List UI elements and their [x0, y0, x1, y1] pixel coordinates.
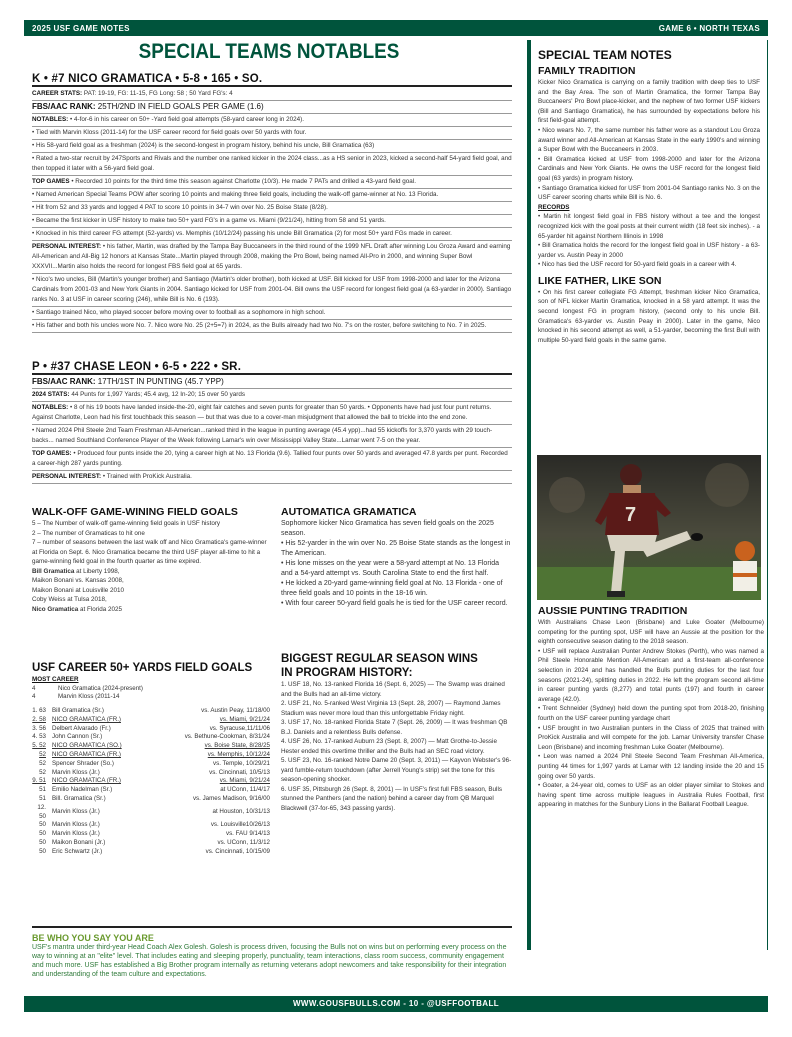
fg-game: vs. Syracuse,11/11/06	[209, 724, 270, 732]
walkoff-kick: Maikon Bonani vs. Kansas 2008,	[32, 577, 124, 584]
walkoff-line: 7 – number of seasons between the last walk off and Nico Gramatica's game-winner at Florida on Sept. 6. Nico Gramatica became the third USF player all-time to hit a game-winning field goal in the fourth quarter as time expired.	[32, 539, 267, 565]
win-item: 1. USF 18, No. 13-ranked Florida 16 (Sept. 6, 2025) — The Swamp was drained and the Bulls had an all-time victory.	[281, 681, 505, 698]
career50-row	[32, 848, 270, 857]
career50-row	[32, 769, 270, 778]
punter-profile	[32, 362, 512, 484]
fg-game: vs. Cincinnati, 10/5/13	[209, 768, 270, 776]
fg-yards: 52	[39, 768, 46, 776]
fg-game: vs. Miami, 9/21/24	[219, 715, 270, 723]
record-item: • Martin hit longest field goal in FBS history without a tee and the longest recognized kick with the goal posts at their current width (18 feet six inches). - a 65-yarder hit against Northern Illinois in 1998	[538, 213, 760, 240]
win-item: 5. USF 23, No. 16-ranked Notre Dame 20 (Sept. 3, 2011) — Kayvon Webster's 96-yard fumble-return touchdown (after Jerrell Young's strip) set the tone for this season-opening shocker.	[281, 757, 512, 783]
footer-banner: WWW.GOUSFBULLS.COM - 10 - @USFFOOTBALL	[24, 996, 768, 1012]
kicker-personal-item: • Nico's two uncles, Bill (Martin's younger brother) and Santiago (Martin's older brother), both kicked at USF. Bill kicked for USF from 1998-2000 and later for the Arizona Cardinals from 2001-03 and New York Giants in 2004. Santiago kicked for USF from 2001-04. Bill owns the USF record for longest field goal (a 63-yarder in 2000). Santiago ranks No. 3 at USF in career scoring (246), while Bill is No. 6 (193).	[32, 274, 512, 307]
career50-row	[32, 751, 270, 760]
fg-game: vs. Louisville10/26/13	[210, 821, 270, 829]
aussie-para: • Trent Schneider (Sydney) held down the punting spot from 2018-20, finishing fourth on the USF career punting yardage chart	[538, 705, 764, 722]
career50-row	[32, 830, 270, 839]
family-para: • Bill Gramatica kicked at USF from 1998-2000 and later for the Arizona Cardinals and New York Giants. He owns the USF record for the longest field goal (63 yards) in program history.	[538, 155, 760, 182]
fg-yards: 12. 50	[37, 803, 46, 820]
most-career-count: 4	[32, 684, 36, 692]
career50-table	[32, 707, 270, 857]
kicker-top-game: • Became the first kicker in USF history to make two 50+ yard FG's in a game vs. Miami (9/21/24), hitting from 58 and 51 yards.	[32, 215, 512, 228]
fg-game: vs. Memphis, 10/12/24	[207, 751, 270, 759]
walkoff-kick: Nico Gramatica at Florida 2025	[32, 605, 122, 613]
punter-personal-interest: PERSONAL INTEREST: • Trained with ProKick Australia.	[32, 471, 512, 484]
automatica-title: AUTOMATICA GRAMATICA	[281, 506, 417, 518]
fg-player: Marvin Kloss (Jr.)	[52, 808, 100, 816]
notes-title: SPECIAL TEAM NOTES	[538, 48, 672, 62]
fg-game: at Houston, 10/31/13	[212, 808, 270, 816]
fg-game: vs. Bethune-Cookman, 8/31/24	[184, 733, 270, 741]
records-label: RECORDS	[538, 203, 570, 211]
fg-player: Marvin Kloss (Jr.)	[52, 768, 100, 776]
fg-game: at UConn, 11/4/17	[220, 786, 270, 794]
punter-notables: NOTABLES: • 8 of his 19 boots have landed inside-the-20, eight fair catches and seven punts for greater than 50 yards. • Opponents have had just four punt returns. Against Charlotte, Leon had his first touchback this season — but that was due to a cover-man misjudgment that allowed the ball to trickle into the end zone.	[32, 402, 512, 425]
punter-header: P • #37 CHASE LEON • 6-5 • 222 • SR.	[32, 362, 512, 375]
fg-player: Delbert Alvarado (Fr.)	[52, 724, 111, 732]
kicker-header: K • #7 NICO GRAMATICA • 5-8 • 165 • SO.	[32, 74, 512, 87]
automatica-bullet: • He kicked a 20-yard game-winning field goal at No. 13 Florida - one of three field goals and 10 points in the 18-16 win.	[281, 580, 503, 597]
career50-row	[32, 742, 270, 751]
fg-player: Emilio Nadelman (Sr.)	[52, 786, 113, 794]
win-item: 3. USF 17, No. 18-ranked Florida State 7 (Sept. 26, 2009) — It was freshman QB B.J. Daniels and a relentless Bulls defense.	[281, 719, 508, 736]
kicker-personal-item: • Santiago trained Nico, who played soccer before moving over to football as a sophomore in high school.	[32, 307, 512, 320]
fg-game: vs. Austin Peay, 11/18/00	[201, 707, 270, 715]
aussie-para: • USF brought in two Australian punters in the Class of 2025 that trained with ProKick Australia and will compete for the job. Lamar University transfer Chase Leon (Brisbane) and incoming freshman Luke Goater (Melbourne).	[538, 724, 764, 751]
fg-game: vs. UConn, 11/3/12	[217, 839, 270, 847]
kicker-photo	[537, 455, 761, 600]
walkoff-line: 2 – The number of Gramaticas to hit one	[32, 529, 145, 537]
fg-player: Maikon Bonani (Jr.)	[52, 839, 106, 847]
automatica-bullet: • His 52-yarder in the win over No. 25 Boise State stands as the longest in The American.	[281, 540, 511, 557]
fg-yards: 50	[39, 839, 46, 847]
page-title: SPECIAL TEAMS NOTABLES	[138, 40, 400, 63]
biggest-wins-title: BIGGEST REGULAR SEASON WINS	[281, 653, 478, 665]
kicker-profile	[32, 74, 512, 333]
biggest-wins-section	[281, 652, 512, 813]
kicker-notable: • Rated a two-star recruit by 247Sports and Rivals and the number one ranked kicker in the 2024 class...as a HS senior in 2023, kicked a second-half 54-yard field goal, and then topped it later with a 56-yard field goal.	[32, 153, 512, 176]
most-career-row	[32, 685, 270, 694]
fg-yards: 9. 51	[32, 777, 46, 785]
record-item: • Bill Gramatica holds the record for the longest field goal in USF history - a 63-yarder vs. Austin Peay in 2000	[538, 242, 760, 259]
fg-player: NICO GRAMATICA (FR.)	[52, 751, 121, 759]
fg-player: Marvin Kloss (Jr.)	[52, 821, 100, 829]
aussie-para: • Leon was named a 2024 Phil Steele Second Team Freshman All-America, punting 44 times for 1,997 yards at Lamar with 12 landing inside the 20 and 15 going over 50 yards.	[538, 753, 764, 780]
win-item: 4. USF 26, No. 17-ranked Auburn 23 (Sept. 8, 2007) — Matt Grothe-to-Jessie Hester ended this overtime thriller and the Bulls had an SEC road victory.	[281, 738, 497, 755]
career50-row	[32, 839, 270, 848]
biggest-wins-subtitle: IN PROGRAM HISTORY:	[281, 667, 413, 679]
fg-player: Bill Gramatica (Sr.)	[52, 707, 104, 715]
fg-player: NICO GRAMATICA (FR.)	[52, 715, 121, 723]
header-right: GAME 6 • NORTH TEXAS	[658, 23, 760, 33]
fg-yards: 3. 56	[32, 724, 46, 732]
career50-row	[32, 804, 270, 822]
punter-stats: 2024 STATS: 44 Punts for 1,997 Yards; 45.4 avg, 12 In-20; 15 over 50 yards	[32, 389, 512, 402]
walkoff-kick: Maikon Bonani at Louisville 2010	[32, 586, 125, 594]
fg-game: vs. Miami, 9/21/24	[219, 777, 270, 785]
career50-row	[32, 760, 270, 769]
fg-yards: 50	[39, 821, 46, 829]
career50-title: USF CAREER 50+ YARDS FIELD GOALS	[32, 662, 253, 674]
family-para: • Santiago Gramatica kicked for USF from 2001-04 Santiago ranks No. 3 on the USF career scoring charts while Bill is No. 6.	[538, 184, 760, 202]
punter-top-games: TOP GAMES: • Produced four punts inside the 20, tying a career high at No. 13 Florida (9.6). Tallied four punts over 50 yards and averaged 47.8 yards per punt. Recorded a career-high 287 yards punting.	[32, 448, 512, 471]
aussie-para: With Australians Chase Leon (Brisbane) and Luke Goater (Melbourne) competing for the punting spot, USF will have an Aussie at the position for the eighth consecutive season dating to the 2018 season.	[538, 619, 764, 646]
fg-player: Marvin Kloss (Jr.)	[52, 830, 100, 838]
kicker-notable: • Tied with Marvin Kloss (2011-14) for the USF career record for field goals over 50 yards with four.	[32, 127, 512, 140]
fg-game: vs. James Madison, 9/16/00	[192, 795, 270, 803]
fg-yards: 51	[39, 786, 46, 794]
fg-yards: 52	[39, 759, 46, 767]
bwys-body: USF's mantra under third-year Head Coach Alex Golesh. Golesh is process driven, focusing the Bulls not on wins but on performing every process on the way to winning at an "elite" level. That includes eating and sleeping properly, punctuality, team interactions, class room success, community engagement and much more. USF has established a Big Brother program internally as returning veterans adopt newcomers and take responsibility for their integration and understanding of the team culture and expectations.	[32, 944, 507, 978]
kicker-top-game: • Hit from 52 and 33 yards and logged 4 PAT to score 10 points in 34-7 win over No. 25 Boise State (8/28).	[32, 202, 512, 215]
most-career-row	[32, 693, 270, 702]
win-item: 6. USF 35, Pittsburgh 26 (Sept. 8, 2001) — In USF's first full FBS season, Bulls stunned the Panthers (and the nation) behind a career day from QB Marquel Blackwell (37-for-65, 343 passing yards).	[281, 785, 502, 812]
family-para: Kicker Nico Gramatica is carrying on a family tradition with deep ties to USF and the Bay Area. The son of Martin Gramatica, the former Tampa Bay Buccaneers' Pro Bowl place-kicker, and the nephew of two former USF kickers (Bill and Santiago Gramatica), he has surrounded by expectations before his first field-goal attempt.	[538, 79, 760, 125]
walkoff-kick: Coby Weiss at Tulsa 2018,	[32, 596, 107, 603]
aussie-title: AUSSIE PUNTING TRADITION	[538, 605, 688, 617]
fg-game: vs. FAU 9/14/13	[225, 830, 270, 838]
most-career-table	[32, 685, 270, 703]
aussie-para: • USF will replace Australian Punter Andrew Stokes (Perth), who was named a Phil Steele Honorable Mention All-American and a first-team all-conference selection in 2024 and has handled the Bulls punting duties for the last four seasons (2021-24), splitting duties in 2022. He left the program second all-time in career punting yards (8,277) and total punts (197) and fourth in career average (42.0).	[538, 647, 764, 703]
most-career-count: 4	[32, 693, 36, 701]
fg-game: vs. Temple, 10/29/21	[213, 759, 270, 767]
fg-yards: 50	[39, 830, 46, 838]
section-divider	[32, 926, 512, 928]
career50-section	[32, 662, 270, 857]
family-para: • Nico wears No. 7, the same number his father wore as a standout Lou Groza award winner and All-American at Kansas State in the early 1990's and winning a Super Bowl with the Buccaneers in 2003.	[538, 126, 760, 154]
fg-player: NICO GRAMATICA (SO.)	[52, 742, 122, 750]
career50-row	[32, 786, 270, 795]
automatica-section	[281, 506, 512, 609]
career50-row	[32, 821, 270, 830]
career50-row	[32, 733, 270, 742]
kicker-top-games: TOP GAMES • Recorded 10 points for the third time this season against Charlotte (10/3). He made 7 PATs and drilled a 43-yard field goal.	[32, 176, 512, 189]
fg-player: John Cannon (Sr.)	[52, 733, 103, 741]
kicker-notable: • His 58-yard field goal as a freshman (2024) is the second-longest in program history, behind his uncle, Bill Gramatica (63)	[32, 140, 512, 153]
kicker-personal-item: • His father and both his uncles wore No. 7. Nico wore No. 25 (2+5=7) in 2024, as the Bulls already had two No. 7's on the roster, before switching to No. 7 in 2025.	[32, 320, 512, 333]
kicker-top-game: • Knocked in his third career FG attempt (52-yards) vs. Memphis (10/12/24) passing his uncle Bill Gramatica (2) for most 50+ yard FGs made in career.	[32, 228, 512, 241]
fg-player: NICO GRAMATICA (FR.)	[52, 777, 121, 785]
fg-yards: 50	[39, 847, 46, 855]
walkoff-line: 5 – The Number of walk-off game-winning field goals in USF history	[32, 520, 221, 527]
family-title: FAMILY TRADITION	[538, 65, 636, 77]
career50-row	[32, 716, 270, 725]
bwys-title: BE WHO YOU SAY YOU ARE	[32, 933, 154, 943]
fg-player: Bill. Gramatica (Sr.)	[52, 795, 106, 803]
top-banner	[24, 20, 768, 36]
fg-yards: 52	[39, 751, 46, 759]
fg-player: Spencer Shrader (So.)	[52, 759, 114, 767]
fg-game: vs. Cincinnati, 10/15/09	[205, 847, 270, 855]
career50-row	[32, 707, 270, 716]
kicker-photo-illustration	[537, 455, 761, 600]
most-career-name: Nico Gramatica (2024-present)	[58, 684, 143, 692]
kicker-career-stats: CAREER STATS: PAT: 19-19, FG: 11-15, FG Long: 58 ; 50 Yard FG's: 4	[32, 88, 512, 101]
fg-yards: 4. 53	[32, 733, 46, 741]
punter-rank: FBS/AAC RANK: 17TH/1ST IN PUNTING (45.7 YPP)	[32, 376, 512, 389]
most-career-name: Marvin Kloss (2011-14	[58, 693, 120, 701]
walkoff-kick: Bill Gramatica at Liberty 1998,	[32, 567, 120, 575]
kicker-rank: FBS/AAC RANK: 25TH/2ND IN FIELD GOALS PER GAME (1.6)	[32, 101, 512, 114]
walkoff-section	[32, 506, 270, 614]
aussie-para: • Goater, a 24-year old, comes to USF as an older player similar to Stokes and having spent time across multiple leagues in Australia Rules Football, first appearing in matches for the Sunbury Lions in the Ballarat Football League.	[538, 782, 764, 809]
fg-yards: 5. 52	[32, 742, 46, 750]
punter-notable: • Named 2024 Phil Steele 2nd Team Freshman All-American...ranked third in the league in punting average (45.4 ypp)...had 55 kickoffs for 3,370 yards with 29 touch-backs... named Southland Conference Player of the Week following Lamar's win over Mississippi Valley State...Lamar went 7-5 on the year.	[32, 425, 512, 448]
fg-yards: 1. 63	[32, 707, 46, 715]
most-career-label: MOST CAREER	[32, 676, 79, 683]
automatica-intro: Sophomore kicker Nico Gramatica has seven field goals on the 2025 season.	[281, 520, 494, 537]
career50-row	[32, 725, 270, 734]
kicker-top-game: • Named American Special Teams POW after scoring 10 points and making three field goals, including the walk-off game-winner at No. 13 Florida.	[32, 189, 512, 202]
walkoff-title: WALK-OFF GAME-WINING FIELD GOALS	[32, 506, 238, 518]
career50-row	[32, 777, 270, 786]
be-who-you-say-section	[32, 933, 512, 979]
win-item: 2. USF 21, No. 5-ranked West Virginia 13 (Sept. 28, 2007) — Raymond James Stadium was never more loud than this unforgettable Friday night.	[281, 700, 501, 717]
record-item: • Nico has tied the USF record for 50-yard field goals in a career with 4.	[538, 261, 737, 269]
like-father-title: LIKE FATHER, LIKE SON	[538, 274, 662, 287]
automatica-bullet: • With four career 50-yard field goals he is tied for the USF career record.	[281, 600, 508, 607]
jersey-number: 7	[625, 504, 637, 526]
fg-yards: 2. 58	[32, 715, 46, 723]
career50-row	[32, 795, 270, 804]
fg-player: Eric Schwartz (Jr.)	[52, 847, 103, 855]
header-left: 2025 USF GAME NOTES	[32, 23, 130, 33]
like-father-para: • On his first career collegiate FG Attempt, freshman kicker Nico Gramatica, son of NFL kicker Martin Gramatica, knocked in a 58 yard attempt. It was the second longest FG in program history, (second only to his uncle Bill. Gramatica's 63-yarder vs. Austin Peay in 2000). Later in the game, Nico knocked in his second attempt as well, a 51-yarder, becoming the first Bull with multiple 50-yard field goals in the same game.	[538, 288, 760, 344]
automatica-bullet: • His lone misses on the year were a 58-yard attempt at No. 13 Florida and a 54-yard attempt vs. South Carolina State to end the first half.	[281, 560, 499, 577]
kicker-personal-interest: PERSONAL INTEREST: • his father, Martin, was drafted by the Tampa Bay Buccaneers in the third round of the 1999 NFL Draft after winning Lou Groza Award and earning All-American and All-Big 12 honors at Kansas State...Martin played through 2008, making the Pro Bowl, being named All-Pro in 2000, and winning Super Bowl XXXVII...Martin also holds the record for longest FBS field goal at 65 yards.	[32, 241, 512, 274]
fg-yards: 51	[39, 795, 46, 803]
kicker-notables: NOTABLES: • 4-for-6 in his career on 50+ -Yard field goal attempts (58-yard career long in 2024).	[32, 114, 512, 127]
fg-game: vs. Boise State, 8/28/25	[204, 742, 270, 750]
